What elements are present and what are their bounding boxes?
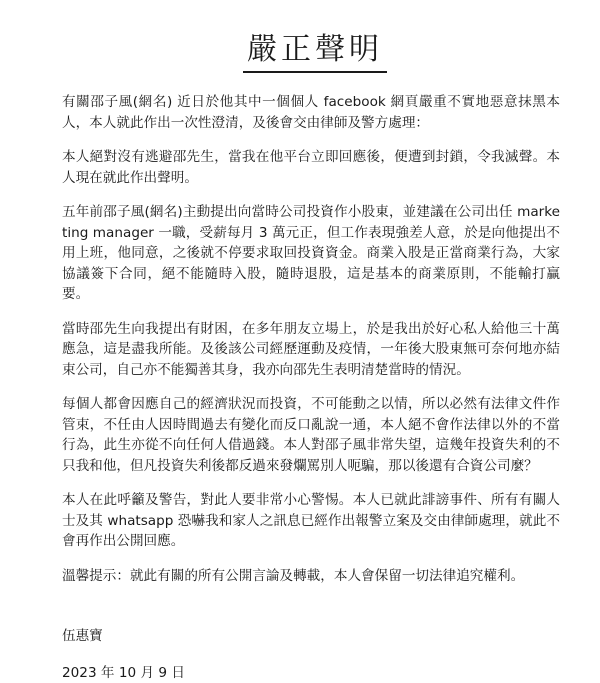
paragraph-investment-history: 五年前邵子風(網名)主動提出向當時公司投資作小股東，並建議在公司出任 marketing manager 一職，受薪每月 3 萬元正，但工作表現強差人意，於是向他提出不用上班，他同意，之後就不停要求取回投資資金。商業入股是正當商業行為，大家協議簽下合同，絕不能隨時入股，隨時退股，這是基本的商業原則，不能輸打贏要。 — [62, 204, 560, 302]
paragraph-personal-loan: 當時邵先生向我提出有財困，在多年朋友立場上，於是我出於好心私人給他三十萬應急，這是盡我所能。及後該公司經歷運動及疫情，一年後大股東無可奈何地亦結束公司，自己亦不能獨善其身，我亦向邵先生表明清楚當時的情況。 — [62, 320, 560, 378]
document-title-text: 嚴正聲明 — [243, 30, 387, 73]
paragraph-legal-principle: 每個人都會因應自己的經濟狀況而投資，不可能動之以情，所以必然有法律文件作管束，不任由人因時間過去有變化而反口亂說一通，本人絕不會作法律以外的不當行為，此生亦從不向任何人借過錢。本人對邵子風非常失望，這幾年投資失利的不只我和他，但凡投資失利後都反過來發爛罵別人呃騙，那以後還有合資公司麼？ — [62, 396, 560, 474]
signature-name: 伍惠寶 — [62, 628, 103, 644]
paragraph-reminder: 溫馨提示：就此有關的所有公開言論及轉載，本人會保留一切法律追究權利。 — [62, 567, 525, 584]
paragraph-not-avoiding: 本人絕對沒有逃避邵先生，當我在他平台立即回應後，便遭到封鎖，令我滅聲。本人現在就此作出聲明。 — [62, 149, 560, 186]
paragraph-intro: 有關邵子風(網名) 近日於他其中一個個人 facebook 網頁嚴重不實地惡意抹黑本人，本人就此作出一次性澄清，及後會交由律師及警方處理： — [62, 94, 560, 131]
document-title — [62, 30, 560, 73]
statement-date: 2023 年 10 月 9 日 — [62, 665, 185, 681]
paragraph-warning: 本人在此呼籲及警告，對此人要非常小心警惕。本人已就此誹謗事件、所有有關人士及其 whatsapp 恐嚇我和家人之訊息已經作出報警立案及交由律師處理，就此不會再作出公開回應。 — [62, 492, 560, 549]
